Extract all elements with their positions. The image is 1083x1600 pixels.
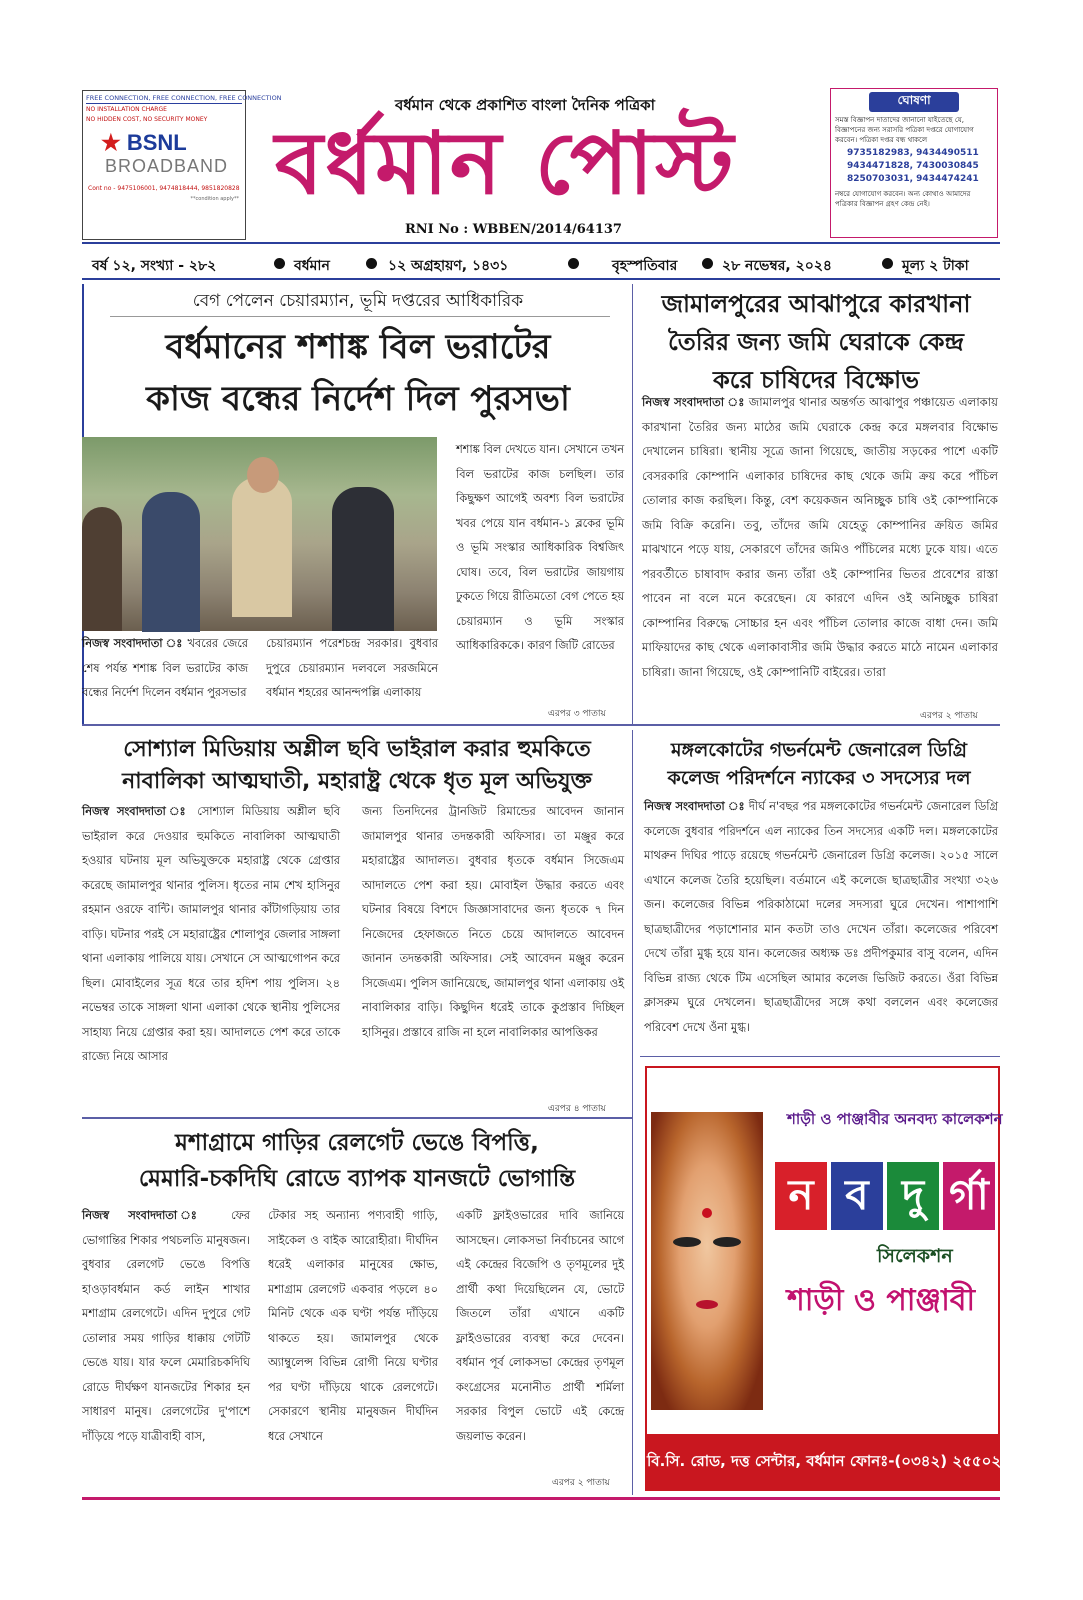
bullet-icon (568, 258, 579, 269)
story4-headline-line-2: কলেজ পরিদর্শনে ন্যাকের ৩ সদস্যের দল (667, 767, 971, 789)
broadband-text: BROADBAND (105, 156, 229, 176)
notice-text-1: সমস্ত বিজ্ঞাপন দাতাদের জানানো যাইতেছে যে, বিজ্ঞাপনের জন্য সরাসরি পত্রিকা দপ্তরে যোগাযোগ করবেন। পত্রিকা দপ্তর বন্ধ থাকলে (835, 116, 974, 144)
story2-headline-line-3: করে চাষিদের বিক্ষোভ (713, 366, 919, 394)
bsnl-ad (82, 90, 282, 240)
masthead-divider-bottom (82, 278, 1000, 280)
story2-headline-line-1: জামালপুরের আঝাপুরে কারখানা (661, 290, 971, 318)
story3-headline-line-1: সোশ্যাল মিডিয়ায় অশ্লীল ছবি ভাইরাল করার হুমকিতে (123, 737, 591, 762)
story2-body (642, 390, 998, 720)
bindi-shape (702, 1208, 712, 1218)
price: মূল্য ২ টাকা (902, 258, 969, 274)
gregorian-date: ২৮ নভেম্বর, ২০২৪ (722, 258, 833, 274)
navadurga-ad (645, 1066, 1021, 1491)
ad-address: বি.সি. রোড, দত্ত সেন্টার, বর্ধমান ফোনঃ-(০৩৪২) ২৫৫০২২৮ (647, 1434, 998, 1489)
story1-text: খবরের জেরে শেষ পর্যন্ত শশাঙ্ক বিল ভরাটের কাজ বন্ধের নির্দেশ দিলেন বর্ধমান পুরসভার (82, 637, 248, 699)
ad-selection: সিলেকশন (877, 1245, 953, 1267)
byline: নিজস্ব সংবাদদাতা ঃ (82, 1209, 213, 1222)
section-rule (82, 1117, 632, 1119)
lips-shape (696, 1300, 718, 1309)
ad-condition: **condition apply** (190, 196, 239, 202)
story3-continued: এরপর ৪ পাতায় (548, 1104, 606, 1114)
story5-column-c (456, 1204, 624, 1492)
story1-text: চেয়ারম্যান পরেশচন্দ্র সরকার। বুধবার দুপুরে চেয়ারম্যান দলবলে সরজমিনে বর্ধমান শহরের আনন্দপল্লি এলাকায় (266, 637, 438, 699)
story1-continued: এরপর ৩ পাতায় (548, 709, 606, 719)
photo-person (232, 477, 292, 617)
brand-tile: ন (773, 1160, 829, 1232)
story3-column-b (362, 800, 624, 1112)
bsnl-logo-text: BSNL (126, 130, 187, 155)
story3-column-a (82, 800, 340, 1112)
goddess-image (651, 1112, 763, 1410)
ad-contact: Cont no - 9475106001, 9474818444, 9851820828 (88, 185, 240, 192)
dateline (82, 250, 1000, 276)
bsnl-swirl-icon: ★ (101, 130, 121, 155)
notice-number-line: 8250703031, 9434474241 (847, 174, 979, 184)
notice-box (830, 88, 998, 238)
ad-product: শাড়ী ও পাঞ্জাবী (786, 1283, 976, 1318)
story5-column-a (82, 1204, 250, 1492)
story3-headline-line-2: নাবালিকা আত্মঘাতী, মহারাষ্ট্র থেকে ধৃত মূল অভিযুক্ত (122, 769, 592, 794)
masthead-title: বর্ধমান পোস্ট (275, 114, 736, 214)
photo-person (247, 457, 279, 493)
masthead-tagline: বর্ধমান থেকে প্রকাশিত বাংলা দৈনিক পত্রিকা (395, 96, 655, 114)
byline: নিজস্ব সংবাদদাতা ঃ (644, 799, 745, 813)
bottom-rule (82, 1497, 1000, 1500)
story5-continued: এরপর ২ পাতায় (548, 1475, 610, 1490)
story2-text: জামালপুর থানার অন্তর্গত আঝাপুর পঞ্চায়েত এলাকায় কারখানা তৈরির জন্য মাঠের জমি ঘেরাকে কেন্দ্র করে মঙ্গলবার বিক্ষোভ দেখালেন চাষিরা। স্থানীয় সূত্রে জানা গিয়েছে, জাতীয় সড়কের পাশে একটি বেসরকারি কোম্পানি এলাকার চাষিদের কাছ থেকে জমি ক্রয় করে পাঁচিল তোলার কাজ করছিল। কিন্তু, বেশ কয়েকজন অনিচ্ছুক চাষি ওই কোম্পানিকে জমি বিক্রি করেনি। তবু, তাঁদের জমি যেহেতু কোম্পানির ক্রয়িত জমির মাঝখানে পড়ে যায়, সেকারণে তাঁদের জমিও পাঁচিলের মধ্যে ঢুকে যায়। এতে পরবর্তীতে চাষাবাদ করার জন্য তাঁরা ওই কোম্পানির ভিতর প্রবেশের রাস্তা পাবেন না বলে মনে করেছেন। যে কারণে এদিন ওই অনিচ্ছুক চাষিরা কোম্পানির বিরুদ্ধে সোচ্চার হন এবং পাঁচিল তোলার কাজে বাধা দেন। জমি মাফিয়াদের কাছ থেকে এলাকাবাসীর জমি উদ্ধার করতে মাঠে নামেন এলাকার চাষিরা। জানা গিয়েছে, ওই কোম্পানিটি বাইরের। তারা (642, 395, 998, 679)
section-rule (82, 724, 1000, 726)
story5-text: একটি ফ্লাইওভারের দাবি জানিয়ে আসছেন। লোকসভা নির্বাচনের আগে এই কেন্দ্রের বিজেপি ও তৃণমূলের দুই প্রার্থী কথা দিয়েছিলেন যে, ভোটে জিতলে তাঁরা এখানে একটি ফ্লাইওভারের ব্যবস্থা করে দেবেন। বর্ধমান পূর্ব লোকসভা কেন্দ্রের তৃণমূল কংগ্রেসের মনোনীত প্রার্থী শর্মিলা সরকার বিপুল ভোটে এই কেন্দ্রে জয়লাভ করেন। (456, 1209, 624, 1443)
brand-tile: র্গা (941, 1160, 997, 1232)
ad-brand-tiles (773, 1160, 999, 1230)
notice-numbers (847, 147, 997, 186)
byline: নিজস্ব সংবাদদাতা ঃ (642, 395, 745, 409)
ad-line-2: NO HIDDEN COST, NO SECURITY MONEY (86, 116, 208, 123)
bullet-icon (274, 258, 285, 269)
story1-headline-line-2: কাজ বন্ধের নির্দেশ দিল পুরসভা (146, 379, 570, 419)
rni-number: RNI No : WBBEN/2014/64137 (405, 222, 622, 237)
column-rule (632, 284, 633, 724)
story4-headline-line-1: মঙ্গলকোটের গভর্নমেন্ট জেনারেল ডিগ্রি (671, 739, 967, 761)
section-rule (640, 1056, 1000, 1057)
photo-person (82, 507, 122, 631)
eye-shape (713, 1237, 741, 1247)
story4-body (644, 794, 998, 1056)
brand-tile: ব (829, 1160, 885, 1232)
story5-text: টেকার সহ অন্যান্য পণ্যবাহী গাড়ি, সাইকেল ও বাইক আরোহীরা। দীর্ঘদিন ধরেই এলাকার মানুষের ক্ষোভ, মশাগ্রাম রেলগেট একবার পড়লে ৪০ মিনিট থেকে এক ঘণ্টা পর্যন্ত দাঁড়িয়ে থাকতে হয়। জামালপুর থেকে অ্যাম্বুলেন্স বিভিন্ন রোগী নিয়ে ঘণ্টার পর ঘণ্টা দাঁড়িয়ে থাকে রেলগেটে। সেকারণে স্থানীয় মানুষজন দীর্ঘদিন ধরে সেখানে (268, 1209, 438, 1443)
story2-continued: এরপর ২ পাতায় (920, 711, 978, 721)
news-photo (82, 437, 437, 631)
kicker-rule (110, 316, 610, 317)
notice-number-line: 9735182983, 9434490511 (847, 148, 979, 158)
ad-line-1: NO INSTALLATION CHARGE (86, 106, 167, 113)
issue-number: বর্ষ ১২, সংখ্যা - ২৮২ (92, 258, 217, 274)
notice-number-line: 9434471828, 7430030845 (847, 161, 979, 171)
weekday: বৃহস্পতিবার (612, 258, 678, 274)
ad-free-connection: FREE CONNECTION, FREE CONNECTION, FREE CONNECTION (86, 94, 282, 102)
story5-text: ফের ভোগান্তির শিকার পথচলতি মানুষজন। বুধবার রেলগেট ভেঙে বিপত্তি হাওড়াবর্ধমান কর্ড লাইন শাখার মশাগ্রাম রেলগেটে। এদিন দুপুরে গেট তোলার সময় গাড়ির ধাক্কায় গেটটি ভেঙে যায়। যার ফলে মেমারিচকদিঘি রোডে দীর্ঘক্ষণ যানজটের শিকার হন সাধারণ মানুষ। রেলগেটের দু'পাশে দাঁড়িয়ে পড়ে যাত্রীবাহী বাস, (82, 1209, 250, 1443)
notice-text-2: নম্বরে যোগাযোগ করবেন। অন্য কোথাও আমাদের পত্রিকার বিজ্ঞাপন গ্রহণ কেন্দ্র নেই। (835, 190, 971, 208)
story1-column-right (456, 438, 624, 716)
story5-headline-line-2: মেমারি-চকদিঘি রোডে ব্যাপক যানজটে ভোগান্তি (138, 1166, 576, 1192)
story1-headline-line-1: বর্ধমানের শশাঙ্ক বিল ভরাটের (165, 327, 551, 367)
bsnl-logo (101, 130, 245, 156)
notice-heading: ঘোষণা (869, 92, 959, 112)
photo-person (332, 487, 394, 631)
story1-kicker: বেগ পেলেন চেয়ারম্যান, ভূমি দপ্তরের আধিকারিক (192, 291, 524, 311)
story5-headline-line-1: মশাগ্রামে গাড়ির রেলগেট ভেঙে বিপত্তি, (175, 1130, 539, 1156)
eye-shape (673, 1237, 701, 1247)
story3-text: সোশ্যাল মিডিয়ায় অশ্লীল ছবি ভাইরাল করে দেওয়ার হুমকিতে নাবালিকা আত্মঘাতী হওয়ার ঘটনায় মূল অভিযুক্তকে মহারাষ্ট্র থেকে গ্রেপ্তার করেছে জামালপুর থানার পুলিস। ধৃতের নাম শেখ হাসিনুর রহমান ওরফে বান্টি। জামালপুর থানার কাঁটাগড়িয়ায় তার বাড়ি। ঘটনার পরই সে মহারাষ্ট্রের শোলাপুর জেলার সাঙ্গলা থানা এলাকায় পালিয়ে যায়। সেখানে সে আত্মগোপন করে ছিল। মোবাইলের সূত্র ধরে তার হদিশ পায় পুলিস। ২৪ নভেম্বর তাকে সাঙ্গলা থানা এলাকা থেকে স্থানীয় পুলিসের সাহায্য নিয়ে গ্রেপ্তার করা হয়। আদালতে পেশ করে তাকে রাজ্যে নিয়ে আসার (82, 805, 341, 1063)
bullet-icon (702, 258, 713, 269)
dateline-place: বর্ধমান (294, 258, 330, 274)
story5-column-b (268, 1204, 438, 1492)
story4-text: দীর্ঘ ন'বছর পর মঙ্গলকোটের গভর্নমেন্ট জেনারেল ডিগ্রি কলেজে বুধবার পরিদর্শনে এল ন্যাকের তিন সদস্যের একটি দল। মঙ্গলকোটের মাথরুন দিঘির পাড়ে রয়েছে গভর্নমেন্ট জেনারেল ডিগ্রি কলেজ। ২০১৫ সালে এখানে কলেজ তৈরি হয়েছিল। বর্তমানে এই কলেজে ছাত্রছাত্রীর সংখ্যা ৩২৬ জন। কলেজের বিভিন্ন পরিকাঠামো দলের সদস্যরা ঘুরে দেখেন। পাশাপাশি ছাত্রছাত্রীদের পড়াশোনার মান কতটা তাও দেখেন তাঁরা। কলেজের পরিবেশ দেখে তাঁরা মুগ্ধ হয়ে যান। কলেজের অধ্যক্ষ ডঃ প্রদীপকুমার বাসু বলেন, এদিন বিভিন্ন রাজ্য থেকে টিম এসেছিল আমার কলেজ ভিজিট করতে। ওঁরা বিভিন্ন ক্লাসরুম ঘুরে দেখলেন। ছাত্রছাত্রীদের সঙ্গে কথা বললেন এবং কলেজের পরিবেশ দেখে ওঁনা মুগ্ধ। (644, 799, 999, 1034)
column-rule (632, 730, 633, 1495)
story1-text: শশাঙ্ক বিল দেখতে যান। সেখানে তখন বিল ভরাটের কাজ চলছিল। তার কিছুক্ষণ আগেই অবশ্য বিল ভরাটের খবর পেয়ে যান বর্ধমান-১ ব্লকের ভূমি ও ভূমি সংস্কার আধিকারিক বিশ্বজিৎ ঘোষ। তবে, বিল ভরাটের জায়গায় ঢুকতে গিয়ে রীতিমতো বেগ পেতে হয় চেয়ারম্যান ও ভূমি সংস্কার আধিকারিককে। কারণ জিটি রোডের (456, 443, 624, 652)
story2-headline-line-2: তৈরির জন্য জমি ঘেরাকে কেন্দ্র (668, 328, 964, 356)
photo-person (142, 492, 200, 632)
byline: নিজস্ব সংবাদদাতা ঃ (82, 805, 190, 818)
ad-top-line: শাড়ী ও পাঞ্জাবীর অনবদ্য কালেকশন (787, 1110, 1003, 1128)
bullet-icon (882, 258, 893, 269)
story3-text: জন্য তিনদিনের ট্রানজিট রিমান্ডের আবেদন জানান জামালপুর থানার তদন্তকারী অফিসার। তা মঞ্জুর করে মহারাষ্ট্রের আদালত। বুধবার ধৃতকে বর্ধমান সিজেএম আদালতে পেশ করা হয়। মোবাইল উদ্ধার করতে এবং ঘটনার বিষয়ে বিশদে জিজ্ঞাসাবাদের জন্য ধৃতকে ৭ দিন নিজেদের হেফাজতে নিতে চেয়ে আদালতে আবেদন জানান তদন্তকারী অফিসার। সেই আবেদন মঞ্জুর করেন সিজেএম। পুলিস জানিয়েছে, জামালপুর থানা এলাকায় ওই নাবালিকার বাড়ি। কিছুদিন ধরেই তাকে কুপ্রস্তাব দিচ্ছিল হাসিনুর। প্রস্তাবে রাজি না হলে নাবালিকার আপত্তিকর (362, 805, 624, 1039)
masthead-divider-top (82, 242, 1000, 244)
story1-column-b (266, 632, 438, 720)
bullet-icon (366, 258, 377, 269)
bengali-date: ১২ অগ্রহায়ণ, ১৪৩১ (388, 258, 509, 274)
brand-tile: দু (885, 1160, 941, 1232)
byline: নিজস্ব সংবাদদাতা ঃ (82, 637, 184, 650)
story1-column-a (82, 632, 248, 720)
